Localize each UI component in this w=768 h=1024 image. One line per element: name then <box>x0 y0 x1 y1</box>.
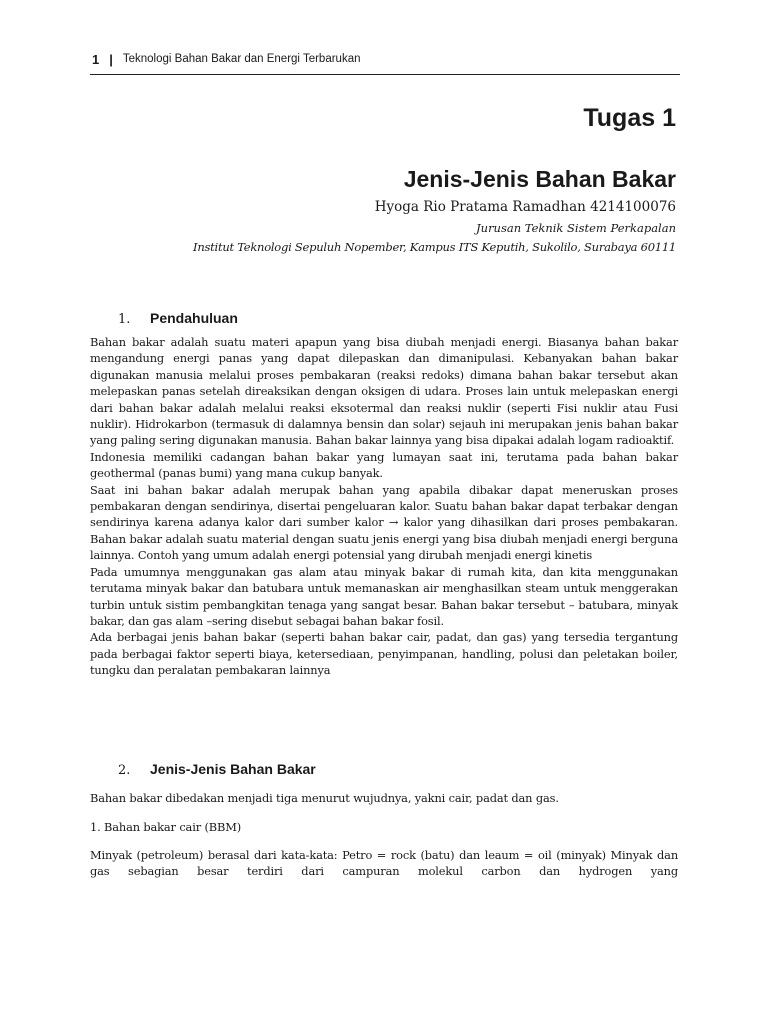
paragraph: Bahan bakar adalah suatu materi apapun yang bisa diubah menjadi energi. Biasanya bahan bakar mengandung energi panas yang dapat dilepaskan dan dimanipulasi. Kebanyakan bahan bakar digunakan manusia melalui proses pembakaran (reaksi redoks) dimana bahan bakar tersebut akan melepaskan panas setelah direaksikan dengan oksigen di udara. Proses lain untuk melepaskan energi dari bahan bakar adalah melalui reaksi eksotermal dan reaksi nuklir (seperti Fisi nuklir atau Fusi nuklir). Hidrokarbon (termasuk di dalamnya bensin dan solar) sejauh ini merupakan jenis bahan bakar yang paling sering digunakan manusia. Bahan bakar lainnya yang bisa dipakai adalah logam radioaktif. <box>90 335 678 448</box>
section-title: Jenis-Jenis Bahan Bakar <box>150 761 316 777</box>
paper-title: Jenis-Jenis Bahan Bakar <box>403 166 676 192</box>
paragraph: Indonesia memiliki cadangan bahan bakar yang lumayan saat ini, terutama pada bahan bakar geothermal (panas bumi) yang mana cukup banyak. <box>90 449 678 481</box>
running-header <box>90 52 680 75</box>
section-1-body <box>90 334 678 679</box>
paragraph: Saat ini bahan bakar adalah merupak bahan yang apabila dibakar dapat meneruskan proses pembakaran dengan sendirinya, disertai pengeluaran kalor. Suatu bahan bakar dapat terbakar dengan sendirinya karena adanya kalor dari sumber kalor → kalor yang dihasilkan dari proses pembakaran. Bahan bakar adalah suatu material dengan suatu jenis energi yang bisa diubah menjadi energi berguna lainnya. Contoh yang umum adalah energi potensial yang dirubah menjadi energi kinetis <box>90 482 678 563</box>
paragraph: Pada umumnya menggunakan gas alam atau minyak bakar di rumah kita, dan kita menggunakan terutama minyak bakar dan batubara untuk memanaskan air menghasilkan steam untuk menggerakan turbin untuk sistim pembangkitan tenaga yang sangat besar. Bahan bakar tersebut – batubara, minyak bakar, dan gas alam –sering disebut sebagai bahan bakar fosil. <box>90 564 678 628</box>
author-line: Hyoga Rio Pratama Ramadhan 4214100076 <box>374 199 676 215</box>
page-number: 1 <box>92 52 100 67</box>
section-heading-2 <box>118 761 316 778</box>
department-line: Jurusan Teknik Sistem Perkapalan <box>476 221 676 235</box>
section-title: Pendahuluan <box>150 310 238 326</box>
subheading: 1. Bahan bakar cair (BBM) <box>90 820 241 834</box>
section-heading-1 <box>118 310 238 327</box>
paragraph: Ada berbagai jenis bahan bakar (seperti bahan bakar cair, padat, dan gas) yang tersedia tergantung pada berbagai faktor seperti biaya, ketersediaan, penyimpanan, handling, polusi dan peletakan boiler, tungku dan peralatan pembakaran lainnya <box>90 630 678 678</box>
section-2-intro: Bahan bakar dibedakan menjadi tiga menurut wujudnya, yakni cair, padat dan gas. <box>90 791 559 805</box>
assignment-label: Tugas 1 <box>583 104 676 132</box>
section-2-paragraph: Minyak (petroleum) berasal dari kata-kata: Petro = rock (batu) dan leaum = oil (minyak) Minyak dan gas sebagian besar terdiri dari campuran molekul carbon dan hydrogen yang <box>90 848 678 879</box>
section-number: 2. <box>118 763 131 778</box>
running-title: Teknologi Bahan Bakar dan Energi Terbarukan <box>122 53 361 65</box>
header-separator: | <box>109 52 113 67</box>
section-number: 1. <box>118 312 131 327</box>
institution-line: Institut Teknologi Sepuluh Nopember, Kampus ITS Keputih, Sukolilo, Surabaya 60111 <box>193 240 676 254</box>
